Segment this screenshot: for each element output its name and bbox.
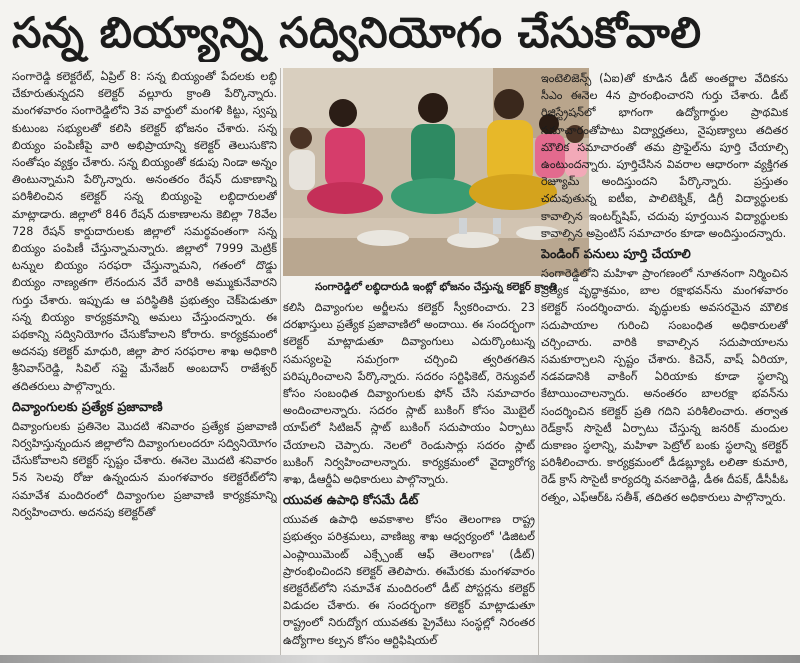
subheading: పెండింగ్ పనులు పూర్తి చేయాలి: [541, 246, 691, 262]
column-divider: [280, 68, 281, 655]
article-column-3: [541, 70, 788, 663]
headline: సన్న బియ్యాన్ని సద్వినియోగం చేసుకోవాలి: [12, 8, 702, 57]
photo-caption: సంగారెడ్డిలో లబ్ధిదారుడి ఇంట్లో భోజనం చేస్తున్న కలెక్టర్ క్రాంతి: [315, 281, 557, 293]
body-paragraph: దివ్యాంగులకు ప్రతినెల మొదటి శనివారం ప్రత్యేక ప్రజావాణి నిర్వహిస్తున్నందున జిల్లాలోని దివ్యాంగులందరూ సద్వినియోగం చేసుకోవాలని కలెక్టర్ స్పష్టం చేశారు. ఈనెల మొదటి శనివారం 5న సెలవు రోజు ఉన్నందున మంగళవారం కలెక్టరేట్‌లోని సమావేశ మందిరంలో దివ్యాంగుల ప్రజావాణి కార్యక్రమాన్ని నిర్వహించారు. అదనపు కలెక్టర్‌తో: [12, 419, 277, 519]
body-paragraph: కలిసి దివ్యాంగుల అర్జీలను కలెక్టర్ స్వీకరించారు. 23 దరఖాస్తులు ప్రత్యేక ప్రజావాణిలో అందాయి. ఈ సందర్భంగా కలెక్టర్ మాట్లాడుతూ దివ్యాంగులు ఎదుర్కొంటున్న సమస్యలపై సమగ్రంగా చర్చించి త్వరితగతిన పరిష్కరించాలని పేర్కొన్నారు. సదరం సర్టిఫికెట్, రెన్యువల్ కోసం సంబంధిత దివ్యాంగులకు ఫోన్ చేసి సమాచారం అందించాలన్నారు. సదరం స్లాట్ బుకింగ్ కోసం మొబైల్ యాప్‌లో సిటిజన్ స్లాట్ బుకింగ్ సదుపాయం ఏర్పాటు చేయాలని చెప్పారు. నెలలో రెండుసార్లు సదరం స్లాట్ బుకింగ్ నిర్వహించాలన్నారు. కార్యక్రమంలో వైద్యారోగ్య శాఖ, డీఆర్డీఏ అధికారులు పాల్గొన్నారు.: [283, 301, 535, 487]
subheading: దివ్యాంగులకు ప్రత్యేక ప్రజావాణి: [12, 398, 163, 414]
body-paragraph: సంగారెడ్డిలోని మహిళా ప్రాంగణంలో నూతనంగా నిర్మించిన ప్రత్యేక వృద్ధాశ్రమం, బాల రక్షాభవన్‌ను మంగళవారం కలెక్టర్ సందర్శించారు. వృద్ధులకు అవసరమైన మౌలిక సదుపాయాల గురించి సంబంధిత అధికారులతో చర్చించారు. వారికి కావాల్సిన సదుపాయాలను సమకూర్చాలని స్పష్టం చేశారు. కిచెన్, వాష్ ఏరియా, నడవడానికి వాకింగ్ ఏరియాకు కూడా స్థలాన్ని కేటాయించాలన్నారు. అనంతరం బాలరక్షా భవన్‌ను సందర్శించిన కలెక్టర్ ప్రతి గదిని పరిశీలించారు. తర్వాత రెడ్‌క్రాస్ సొసైటీ ఏర్పాటు చేస్తున్న జనరిక్ మందుల దుకాణం స్థలాన్ని, మహిళా పెట్రోల్ బంకు స్థలాన్ని కలెక్టర్ పరిశీలించారు. కార్యక్రమంలో డీడబ్ల్యూఓ లలితా కుమారి, రెడ్ క్రాస్ సొసైటీ కార్యదర్శి వనజారెడ్డి, డీఈ దీపక్, డీసీపీఓ రత్నం, ఎఫ్ఆర్ఓ సతీశ్, తదితర అధికారులు పాల్గొన్నారు.: [541, 267, 788, 504]
column-divider: [538, 299, 539, 655]
article-column-2: [283, 299, 535, 663]
body-paragraph: ఇంటెలిజెన్స్ (ఏఐ)తో కూడిన డీట్ అంతర్జాల వేదికను సీఎం ఈనెల 4న ప్రారంభించారని గుర్తు చేశారు. డీట్ రిజిస్ట్రేషన్‌లో భాగంగా ఉద్యోగార్థుల ప్రాథమిక సమాచారంతోపాటు విద్యార్హతలు, నైపుణ్యాలు తదితర మౌలిక సమాచారంతో తమ ప్రొఫైల్‌ను పూర్తి చేయాల్సి ఉంటుందన్నారు. పూర్తిచేసిన వివరాల ఆధారంగా వ్యక్తిగత రెజ్యూమ్ అందిస్తుందని పేర్కొన్నారు. ప్రస్తుతం చదువుతున్న ఐటీఐ, పాలిటెక్నిక్, డిగ్రీ విద్యార్థులకు కావాల్సిన ఇంటర్న్‌షిప్, చదువు పూర్తయిన విద్యార్థులకు కావాల్సిన అప్రెంటిస్ సమాచారం కూడా అందిస్తుందన్నారు.: [541, 72, 788, 240]
body-paragraph: సంగారెడ్డి కలెక్టరేట్, ఏప్రిల్ 8: సన్న బియ్యంతో పేదలకు లబ్ధి చేకూరుతున్నదని కలెక్టర్ వల్లూరు క్రాంతి పేర్కొన్నారు. మంగళవారం సంగారెడ్డిలోని 3వ వార్డులో మంగళి కిట్టు, స్వప్న కుటుంబ సభ్యులతో కలిసి కలెక్టర్ భోజనం చేశారు. సన్న బియ్యం పంపిణీపై వారి అభిప్రాయాన్ని కలెక్టర్ తెలుసుకొని సంతోషం వ్యక్తం చేశారు. సన్న బియ్యంతో కడుపు నిండా అన్నం తింటున్నామని పేర్కొన్నారు. అనంతరం రేషన్ దుకాణాన్ని పరిశీలించిన కలెక్టర్ సన్న బియ్యంపై లబ్ధిదారులతో మాట్లాడారు. జిల్లాలో 846 రేషన్ దుకాణాలను కెబిల్లా 78వేల 728 రేషన్ కార్డుదారులకు జిల్లాలో సమర్థవంతంగా సన్న బియ్యం పంపిణీ చేస్తున్నామన్నారు. జిల్లాలో 7999 మెట్రిక్ టన్నుల బియ్యం సరఫరా చేస్తున్నామని, గతంలో దొడ్డు బియ్యం నాణ్యతగా లేనందున వేరే వారికి అమ్ముకునేవారని గుర్తు చేశారు. ఇప్పుడు ఆ పరిస్థితికి ప్రభుత్వం చెక్‌పెడుతూ సన్న బియ్యం కార్యక్రమాన్ని అమలు చేస్తుందన్నారు. ఈ పథకాన్ని సద్వినియోగం చేసుకోవాలని కోరారు. కార్యక్రమంలో అదనపు కలెక్టర్ మాధురి, జిల్లా పౌర సరఫరాల శాఖ అధికారి శ్రీనివాస్‌రెడ్డి, సివిల్ సప్లై మేనేజర్ అంబదాస్ రాజేశ్వర్ తదితరులు పాల్గొన్నారు.: [12, 70, 277, 393]
subheading: యువత ఉపాధి కోసమే డీట్: [283, 492, 419, 508]
article-column-1: [12, 68, 277, 663]
body-paragraph: యువత ఉపాధి అవకాశాల కోసం తెలంగాణ రాష్ట్ర ప్రభుత్వం పరిశ్రమలు, వాణిజ్య శాఖ ఆధ్వర్యంలో 'డిజిటల్ ఎంప్లాయిమెంట్ ఎక్స్చేంజ్ ఆఫ్ తెలంగాణ' (డీట్) ప్రారంభించిందని కలెక్టర్ తెలిపారు. ఈమేరకు మంగళవారం కలెక్టరేట్‌లోని సమావేశ మందిరంలో డీట్ పోస్టర్లను కలెక్టర్ విడుదల చేశారు. ఈ సందర్భంగా కలెక్టర్ మాట్లాడుతూ రాష్ట్రంలో నిరుద్యోగ యువతకు ప్రైవేటు సంస్థల్లో నిరంతర ఉద్యోగాల కల్పన కోసం ఆర్టిఫిషియల్: [283, 513, 535, 647]
page-bottom-edge: [0, 655, 800, 663]
